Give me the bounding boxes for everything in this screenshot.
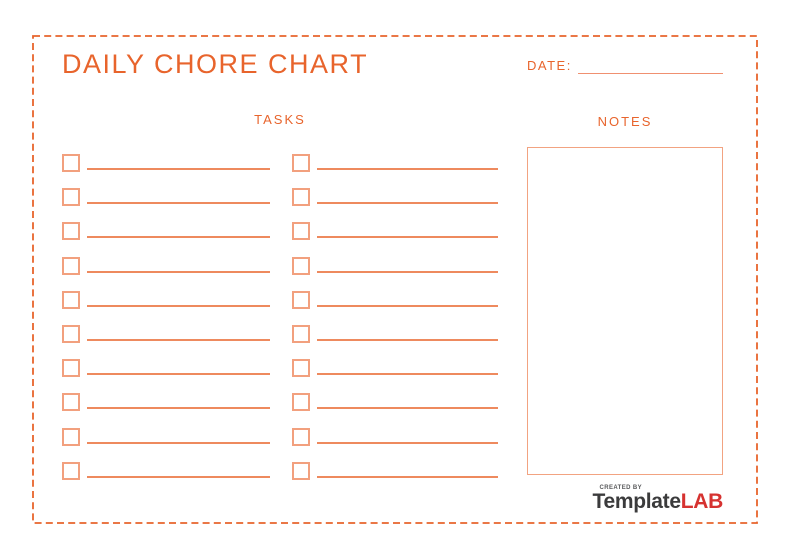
task-checkbox[interactable]	[292, 291, 310, 309]
task-checkbox[interactable]	[292, 257, 310, 275]
task-row	[62, 154, 270, 188]
task-row	[292, 325, 498, 359]
task-checkbox[interactable]	[62, 291, 80, 309]
task-row	[292, 462, 498, 496]
task-row	[62, 188, 270, 222]
date-field	[527, 58, 723, 74]
task-checkbox[interactable]	[62, 462, 80, 480]
templatelab-logo	[593, 485, 724, 513]
task-checkbox[interactable]	[62, 359, 80, 377]
task-write-line[interactable]	[87, 222, 270, 238]
task-write-line[interactable]	[317, 188, 498, 204]
created-by-text: CREATED BY	[599, 485, 643, 491]
task-write-line[interactable]	[87, 325, 270, 341]
task-checkbox[interactable]	[62, 393, 80, 411]
task-row	[62, 359, 270, 393]
task-checkbox[interactable]	[292, 428, 310, 446]
task-write-line[interactable]	[317, 462, 498, 478]
task-checkbox[interactable]	[62, 154, 80, 172]
task-write-line[interactable]	[87, 154, 270, 170]
page-title: DAILY CHORE CHART	[62, 49, 369, 79]
task-write-line[interactable]	[87, 428, 270, 444]
task-row	[292, 222, 498, 256]
task-row	[62, 222, 270, 256]
task-checkbox[interactable]	[292, 462, 310, 480]
task-checkbox[interactable]	[62, 257, 80, 275]
task-write-line[interactable]	[87, 291, 270, 307]
task-checkbox[interactable]	[292, 359, 310, 377]
task-write-line[interactable]	[317, 154, 498, 170]
task-write-line[interactable]	[317, 359, 498, 375]
task-write-line[interactable]	[317, 325, 498, 341]
task-row	[292, 359, 498, 393]
task-write-line[interactable]	[87, 393, 270, 409]
task-write-line[interactable]	[87, 188, 270, 204]
task-column-2	[292, 154, 498, 496]
task-checkbox[interactable]	[62, 188, 80, 206]
date-input-line[interactable]	[578, 59, 723, 74]
task-checkbox[interactable]	[292, 222, 310, 240]
task-write-line[interactable]	[87, 462, 270, 478]
task-row	[62, 393, 270, 427]
task-checkbox[interactable]	[292, 393, 310, 411]
task-write-line[interactable]	[87, 359, 270, 375]
task-write-line[interactable]	[317, 291, 498, 307]
task-row	[62, 462, 270, 496]
task-write-line[interactable]	[87, 257, 270, 273]
task-checkbox[interactable]	[62, 428, 80, 446]
task-row	[62, 325, 270, 359]
task-checkbox[interactable]	[292, 154, 310, 172]
notes-section-header: NOTES	[597, 114, 653, 129]
task-checkbox[interactable]	[62, 222, 80, 240]
task-write-line[interactable]	[317, 222, 498, 238]
notes-area[interactable]	[527, 147, 723, 475]
task-row	[292, 257, 498, 291]
brand-name-secondary: LAB	[680, 490, 723, 513]
task-row	[292, 393, 498, 427]
brand-name-primary: Template	[592, 490, 681, 513]
task-row	[62, 291, 270, 325]
task-column-1	[62, 154, 270, 496]
task-row	[292, 188, 498, 222]
brand-name	[593, 491, 724, 513]
task-write-line[interactable]	[317, 428, 498, 444]
task-row	[292, 291, 498, 325]
task-write-line[interactable]	[317, 393, 498, 409]
tasks-grid	[62, 154, 498, 496]
date-label: DATE:	[527, 58, 572, 73]
task-row	[292, 428, 498, 462]
task-checkbox[interactable]	[62, 325, 80, 343]
task-row	[62, 257, 270, 291]
task-row	[292, 154, 498, 188]
task-write-line[interactable]	[317, 257, 498, 273]
tasks-section-header: TASKS	[254, 112, 306, 127]
task-checkbox[interactable]	[292, 325, 310, 343]
task-checkbox[interactable]	[292, 188, 310, 206]
task-row	[62, 428, 270, 462]
